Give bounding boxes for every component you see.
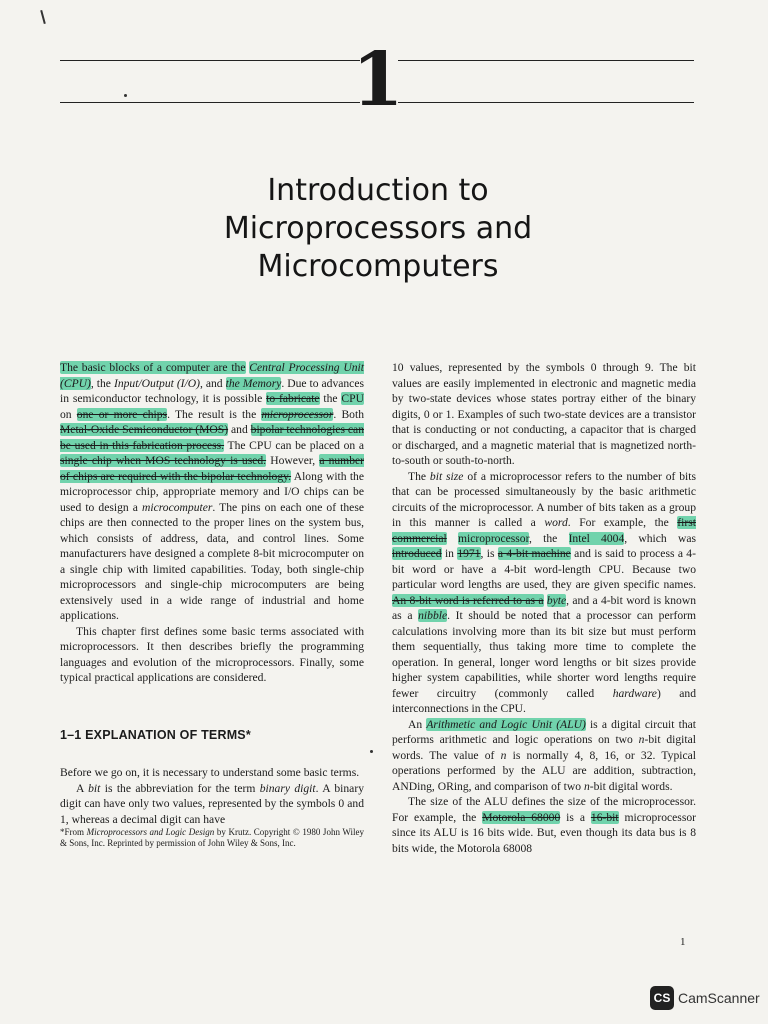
text: the (323, 392, 338, 405)
text: An (408, 717, 423, 731)
text: The size of the ALU defines the size of the microprocessor. For example, the (392, 795, 696, 824)
text: . The pins on each one of these chips are then connected to the proper lines on the system bus, which consists of address, data, and control lines. Some manufacturers have designed a complete 8-bit microcomputer on a single chip with limited capabilities. Today, both single-chip microprocessors and single-chip microcomputers are being extensively used in a wide range of industrial and home applications. (60, 500, 364, 622)
text: and (231, 423, 248, 436)
intro-paragraph (60, 360, 364, 624)
text: . Both (333, 407, 364, 421)
highlight: The basic blocks of a computer are the (60, 361, 246, 374)
scan-mark (40, 10, 46, 24)
camscanner-label: CamScanner (678, 990, 760, 1006)
text: The CPU can be placed on a (227, 438, 364, 452)
two-state-paragraph: 10 values, represented by the symbols 0 through 9. The bit values are easily implemented in electronic and magnetic media by two-state devices whose states portray either of the binary digits, 0 or 1. Examples of such two-state devices are a transistor that is conducting or not conducting, a capacitor that is charged or discharged, and a magnetic material that is magnetized north-to-south or south-to-north. (392, 361, 696, 467)
header-rule-bottom-right (398, 102, 694, 103)
highlight: microprocessor (457, 531, 529, 545)
text: and is said to process a 4-bit word or have a 4-bit word-length CPU. Because two particular word lengths are used, they are given specific names. (392, 547, 696, 591)
highlight: bipolar technologies can be used in this fabrication process. (60, 423, 364, 452)
text: -bit digital words. (589, 779, 673, 793)
text: by Krutz. Copyright © 1980 John Wiley & Sons, Inc. Reprinted by permission of John Wiley & Sons, Inc. (60, 827, 365, 848)
highlight: 16-bit (590, 810, 619, 824)
text-italic: n (583, 779, 590, 793)
camscanner-logo-icon: CS (650, 986, 674, 1010)
text-italic: Input/Output (I/O) (113, 376, 200, 390)
highlight: byte (546, 593, 567, 607)
highlight: CPU (341, 392, 364, 405)
text: , and (200, 376, 223, 390)
text: on (60, 407, 72, 421)
right-column (392, 360, 696, 856)
highlight: Motorola 68000 (482, 810, 561, 824)
highlight: to fabricate (266, 392, 320, 405)
text: -bit digital words. The value of (392, 733, 696, 762)
text: Along with the microprocessor chip, appropriate memory and I/O chips can be used to design a (60, 469, 364, 514)
highlight: introduced (392, 547, 442, 560)
chapter-title-line: Microcomputers (257, 249, 499, 284)
highlight: a 4-bit machine (497, 547, 571, 560)
text-italic: binary digit (259, 781, 316, 795)
highlight: single chip when MOS technology is used. (60, 454, 267, 467)
section-heading: 1–1 EXPLANATION OF TERMS* (60, 727, 251, 742)
text: . The result is the (167, 407, 257, 421)
text-italic: microcomputer (141, 500, 213, 514)
text-italic: Microprocessors and Logic Design (86, 827, 215, 837)
text: is the abbreviation for the term (104, 781, 256, 795)
chapter-number: 1 (352, 37, 404, 123)
text: . A binary digit can have only two values, represented by the symbols 0 and 1, whereas a decimal digit can have (60, 781, 364, 826)
highlight: Metal-Oxide Semiconductor (MOS) (60, 423, 229, 436)
text: is a digital circuit that performs arithmetic and logic operations on two (392, 717, 696, 746)
text: . For example, the (567, 516, 669, 529)
text-italic: bit size (429, 469, 464, 483)
text: is a (566, 810, 585, 824)
highlight: the Memory (225, 376, 282, 390)
highlight: microprocessor (261, 407, 334, 421)
alu-paragraph (392, 717, 696, 795)
scan-speck (124, 94, 127, 97)
header-rule-top-left (60, 60, 360, 61)
highlight: An 8-bit word is referred to as a (392, 593, 544, 607)
chapter-title-line: Microprocessors and (223, 211, 533, 246)
text: The (408, 469, 427, 483)
highlight: Arithmetic and Logic Unit (ALU) (426, 717, 586, 731)
left-column (60, 360, 364, 849)
text: in (444, 547, 454, 560)
highlight: Intel 4004 (568, 531, 625, 545)
camscanner-watermark (650, 986, 760, 1010)
highlight: 1971 (457, 547, 481, 560)
highlight: nibble (418, 609, 448, 622)
highlight: a number of chips are required with the bipolar technology. (60, 454, 365, 483)
text: , and a 4-bit word is known as a (392, 593, 696, 622)
chapter-title-line: Introduction to (267, 173, 489, 208)
text-italic: n (638, 733, 645, 746)
header-rule-top-right (398, 60, 694, 61)
highlight: one or more chips (76, 407, 168, 421)
text: , the (90, 376, 111, 390)
text: microprocessor since its ALU is 16 bits wide. But, even though its data bus is 8 bits wide, the Motorola 68008 (392, 810, 696, 855)
bit-paragraph (60, 781, 364, 828)
text: A (76, 781, 84, 795)
footnote (60, 827, 364, 849)
page-number: 1 (680, 936, 686, 948)
text: of a microprocessor refers to the number of bits that can be processed simultaneously by the basic arithmetic circuits of the microprocessor. A number of bits taken as a group in this manner is called a (392, 469, 697, 529)
text: . It should be noted that a processor can perform calculations involving more than its bit size but must perform them sequentially, thus taking more time to complete the operation. In general, longer word lengths or bit sizes provide higher system capabilities, while shorter word lengths require fewer circuitry (commonly called (392, 609, 696, 700)
bit-size-paragraph (392, 469, 696, 717)
overview-paragraph: This chapter first defines some basic terms associated with microprocessors. It then describes briefly the programming languages and evolution of the microprocessors. Finally, some typical practical applications are considered. (60, 624, 364, 684)
text: However, (270, 454, 316, 467)
alu-size-paragraph (392, 794, 696, 856)
scan-speck (370, 750, 373, 753)
text: *From (60, 827, 85, 837)
terms-paragraph: Before we go on, it is necessary to understand some basic terms. (60, 766, 360, 779)
text-italic: bit (88, 781, 101, 795)
text: ) and interconnections in the CPU. (392, 686, 697, 715)
text: is normally 4, 8, 16, or 32. Typical operations performed by the ALU are addition, subtraction, ANDing, ORing, and comparison of two (392, 748, 696, 793)
text: , is (480, 547, 495, 560)
text-italic: n (500, 748, 507, 762)
highlight: first commercial (392, 516, 696, 545)
text: , which was (624, 531, 696, 545)
text-italic: hardware (612, 686, 657, 700)
text: . Due to advances in semiconductor technology, it is possible (60, 376, 364, 405)
highlight: Central Processing Unit (CPU) (60, 361, 364, 390)
text: , the (529, 531, 558, 545)
text-italic: word (544, 516, 568, 529)
header-rule-bottom-left (60, 102, 360, 103)
chapter-title (150, 172, 606, 286)
